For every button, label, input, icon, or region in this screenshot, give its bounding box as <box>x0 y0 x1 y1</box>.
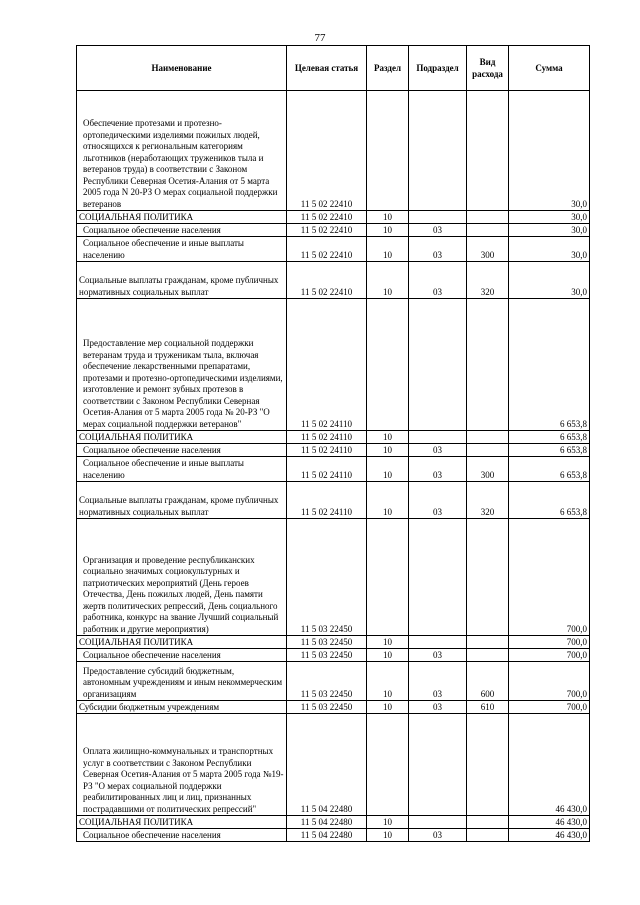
cell-name: Социальное обеспечение и иные выплаты населению <box>77 457 287 482</box>
cell-expense-type: 300 <box>467 237 509 262</box>
budget-table <box>76 45 590 842</box>
table-row <box>77 816 590 829</box>
cell-expense-type: 320 <box>467 482 509 519</box>
table-row <box>77 662 590 701</box>
cell-section: 10 <box>367 237 409 262</box>
table-row <box>77 519 590 636</box>
cell-target: 11 5 03 22450 <box>287 662 367 701</box>
cell-sum: 6 653,8 <box>509 444 590 457</box>
table-row <box>77 829 590 842</box>
cell-name: Организация и проведение республиканских социально значимых социокультурных и патриотических мероприятий (День героев Отечества, День пожилых людей, День памяти жертв политических репрессий, День социального работника, конкурс на звание Лучший социальный работник и другие мероприятия) <box>77 519 287 636</box>
cell-subsection <box>409 816 467 829</box>
table-row <box>77 224 590 237</box>
cell-name: Обеспечение протезами и протезно-ортопедическими изделиями пожилых людей, относящихся к региональным категориям льготников (неработающих тружеников тыла и ветеранов труда) в соответствии с Законом Республики Северная Осетия-Алания от 5 марта 2005 года N 20-РЗ О мерах социальной поддержки ветеранов <box>77 91 287 211</box>
cell-subsection <box>409 211 467 224</box>
cell-name: Оплата жилищно-коммунальных и транспортных услуг в соответствии с Законом Республики Северная Осетия-Алания от 5 марта 2005 года №19-РЗ "О мерах социальной поддержки реабилитированных лиц и лиц, признанных пострадавшими от политических репрессий" <box>77 714 287 816</box>
cell-section <box>367 714 409 816</box>
cell-name: СОЦИАЛЬНАЯ ПОЛИТИКА <box>77 431 287 444</box>
table-row <box>77 649 590 662</box>
table-row <box>77 431 590 444</box>
cell-section: 10 <box>367 211 409 224</box>
col-header-target: Целевая статья <box>287 46 367 91</box>
cell-name: СОЦИАЛЬНАЯ ПОЛИТИКА <box>77 636 287 649</box>
cell-section <box>367 299 409 431</box>
table-row <box>77 701 590 714</box>
cell-subsection <box>409 714 467 816</box>
cell-expense-type <box>467 444 509 457</box>
cell-expense-type <box>467 636 509 649</box>
cell-subsection: 03 <box>409 262 467 299</box>
cell-subsection: 03 <box>409 482 467 519</box>
table-row <box>77 457 590 482</box>
cell-section: 10 <box>367 431 409 444</box>
table-row <box>77 299 590 431</box>
cell-section <box>367 519 409 636</box>
cell-target: 11 5 02 24110 <box>287 299 367 431</box>
col-header-section: Раздел <box>367 46 409 91</box>
table-row <box>77 237 590 262</box>
cell-name: Социальные выплаты гражданам, кроме публичных нормативных социальных выплат <box>77 262 287 299</box>
cell-subsection: 03 <box>409 237 467 262</box>
cell-sum: 30,0 <box>509 211 590 224</box>
cell-subsection: 03 <box>409 701 467 714</box>
cell-target: 11 5 02 24110 <box>287 444 367 457</box>
col-header-name: Наименование <box>77 46 287 91</box>
table-header-row <box>77 46 590 91</box>
cell-target: 11 5 04 22480 <box>287 829 367 842</box>
cell-expense-type <box>467 211 509 224</box>
cell-expense-type <box>467 224 509 237</box>
cell-subsection: 03 <box>409 444 467 457</box>
cell-target: 11 5 03 22450 <box>287 649 367 662</box>
cell-target: 11 5 03 22450 <box>287 636 367 649</box>
cell-name: Социальное обеспечение населения <box>77 224 287 237</box>
cell-section: 10 <box>367 457 409 482</box>
table-row <box>77 91 590 211</box>
cell-subsection: 03 <box>409 224 467 237</box>
cell-subsection: 03 <box>409 457 467 482</box>
cell-name: Социальное обеспечение и иные выплаты населению <box>77 237 287 262</box>
cell-section: 10 <box>367 701 409 714</box>
cell-sum: 30,0 <box>509 262 590 299</box>
cell-target: 11 5 02 24110 <box>287 431 367 444</box>
cell-sum: 46 430,0 <box>509 714 590 816</box>
cell-sum: 46 430,0 <box>509 816 590 829</box>
cell-sum: 30,0 <box>509 237 590 262</box>
cell-expense-type <box>467 816 509 829</box>
cell-target: 11 5 02 24110 <box>287 457 367 482</box>
cell-section: 10 <box>367 816 409 829</box>
cell-subsection <box>409 431 467 444</box>
cell-subsection <box>409 519 467 636</box>
table-row <box>77 211 590 224</box>
cell-section: 10 <box>367 444 409 457</box>
cell-sum: 700,0 <box>509 649 590 662</box>
cell-sum: 6 653,8 <box>509 431 590 444</box>
cell-subsection <box>409 299 467 431</box>
cell-target: 11 5 02 24110 <box>287 482 367 519</box>
cell-name: Предоставление субсидий бюджетным, автономным учреждениям и иным некоммерческим организациям <box>77 662 287 701</box>
cell-section: 10 <box>367 662 409 701</box>
cell-section: 10 <box>367 636 409 649</box>
cell-subsection: 03 <box>409 649 467 662</box>
table-row <box>77 482 590 519</box>
cell-sum: 30,0 <box>509 91 590 211</box>
cell-target: 11 5 02 22410 <box>287 262 367 299</box>
table-row <box>77 444 590 457</box>
cell-section: 10 <box>367 649 409 662</box>
cell-expense-type: 300 <box>467 457 509 482</box>
cell-target: 11 5 04 22480 <box>287 714 367 816</box>
cell-expense-type <box>467 714 509 816</box>
cell-expense-type <box>467 91 509 211</box>
cell-subsection: 03 <box>409 829 467 842</box>
cell-name: Социальное обеспечение населения <box>77 444 287 457</box>
cell-expense-type: 600 <box>467 662 509 701</box>
cell-section: 10 <box>367 829 409 842</box>
cell-name: Социальные выплаты гражданам, кроме публичных нормативных социальных выплат <box>77 482 287 519</box>
cell-section: 10 <box>367 262 409 299</box>
cell-target: 11 5 02 22410 <box>287 224 367 237</box>
cell-subsection <box>409 91 467 211</box>
col-header-sum: Сумма <box>509 46 590 91</box>
cell-name: СОЦИАЛЬНАЯ ПОЛИТИКА <box>77 816 287 829</box>
cell-sum: 46 430,0 <box>509 829 590 842</box>
table-row <box>77 714 590 816</box>
col-header-expense-type: Вид расхода <box>467 46 509 91</box>
cell-sum: 30,0 <box>509 224 590 237</box>
table-row <box>77 262 590 299</box>
cell-expense-type <box>467 649 509 662</box>
cell-name: Субсидии бюджетным учреждениям <box>77 701 287 714</box>
cell-sum: 6 653,8 <box>509 299 590 431</box>
cell-sum: 700,0 <box>509 519 590 636</box>
cell-sum: 6 653,8 <box>509 482 590 519</box>
cell-expense-type <box>467 299 509 431</box>
cell-target: 11 5 03 22450 <box>287 519 367 636</box>
col-header-subsection: Подраздел <box>409 46 467 91</box>
cell-expense-type: 320 <box>467 262 509 299</box>
table-row <box>77 636 590 649</box>
cell-expense-type <box>467 519 509 636</box>
cell-section: 10 <box>367 482 409 519</box>
cell-subsection: 03 <box>409 662 467 701</box>
cell-section <box>367 91 409 211</box>
cell-subsection <box>409 636 467 649</box>
cell-target: 11 5 02 22410 <box>287 237 367 262</box>
cell-expense-type <box>467 829 509 842</box>
cell-sum: 700,0 <box>509 636 590 649</box>
cell-target: 11 5 03 22450 <box>287 701 367 714</box>
cell-name: Социальное обеспечение населения <box>77 649 287 662</box>
cell-sum: 700,0 <box>509 662 590 701</box>
cell-target: 11 5 02 22410 <box>287 91 367 211</box>
cell-expense-type <box>467 431 509 444</box>
cell-sum: 6 653,8 <box>509 457 590 482</box>
cell-target: 11 5 04 22480 <box>287 816 367 829</box>
cell-sum: 700,0 <box>509 701 590 714</box>
cell-name: СОЦИАЛЬНАЯ ПОЛИТИКА <box>77 211 287 224</box>
cell-section: 10 <box>367 224 409 237</box>
cell-expense-type: 610 <box>467 701 509 714</box>
cell-name: Социальное обеспечение населения <box>77 829 287 842</box>
cell-name: Предоставление мер социальной поддержки ветеранам труда и труженикам тыла, включая обеспечение лекарственными препаратами, протезами и протезно-ортопедическими изделиями, изготовление и ремонт зубных протезов в соответствии с Законом Республики Северная Осетия-Алания от 5 марта 2005 года № 20-РЗ "О мерах социальной поддержки ветеранов" <box>77 299 287 431</box>
cell-target: 11 5 02 22410 <box>287 211 367 224</box>
page-number: 77 <box>314 32 326 44</box>
